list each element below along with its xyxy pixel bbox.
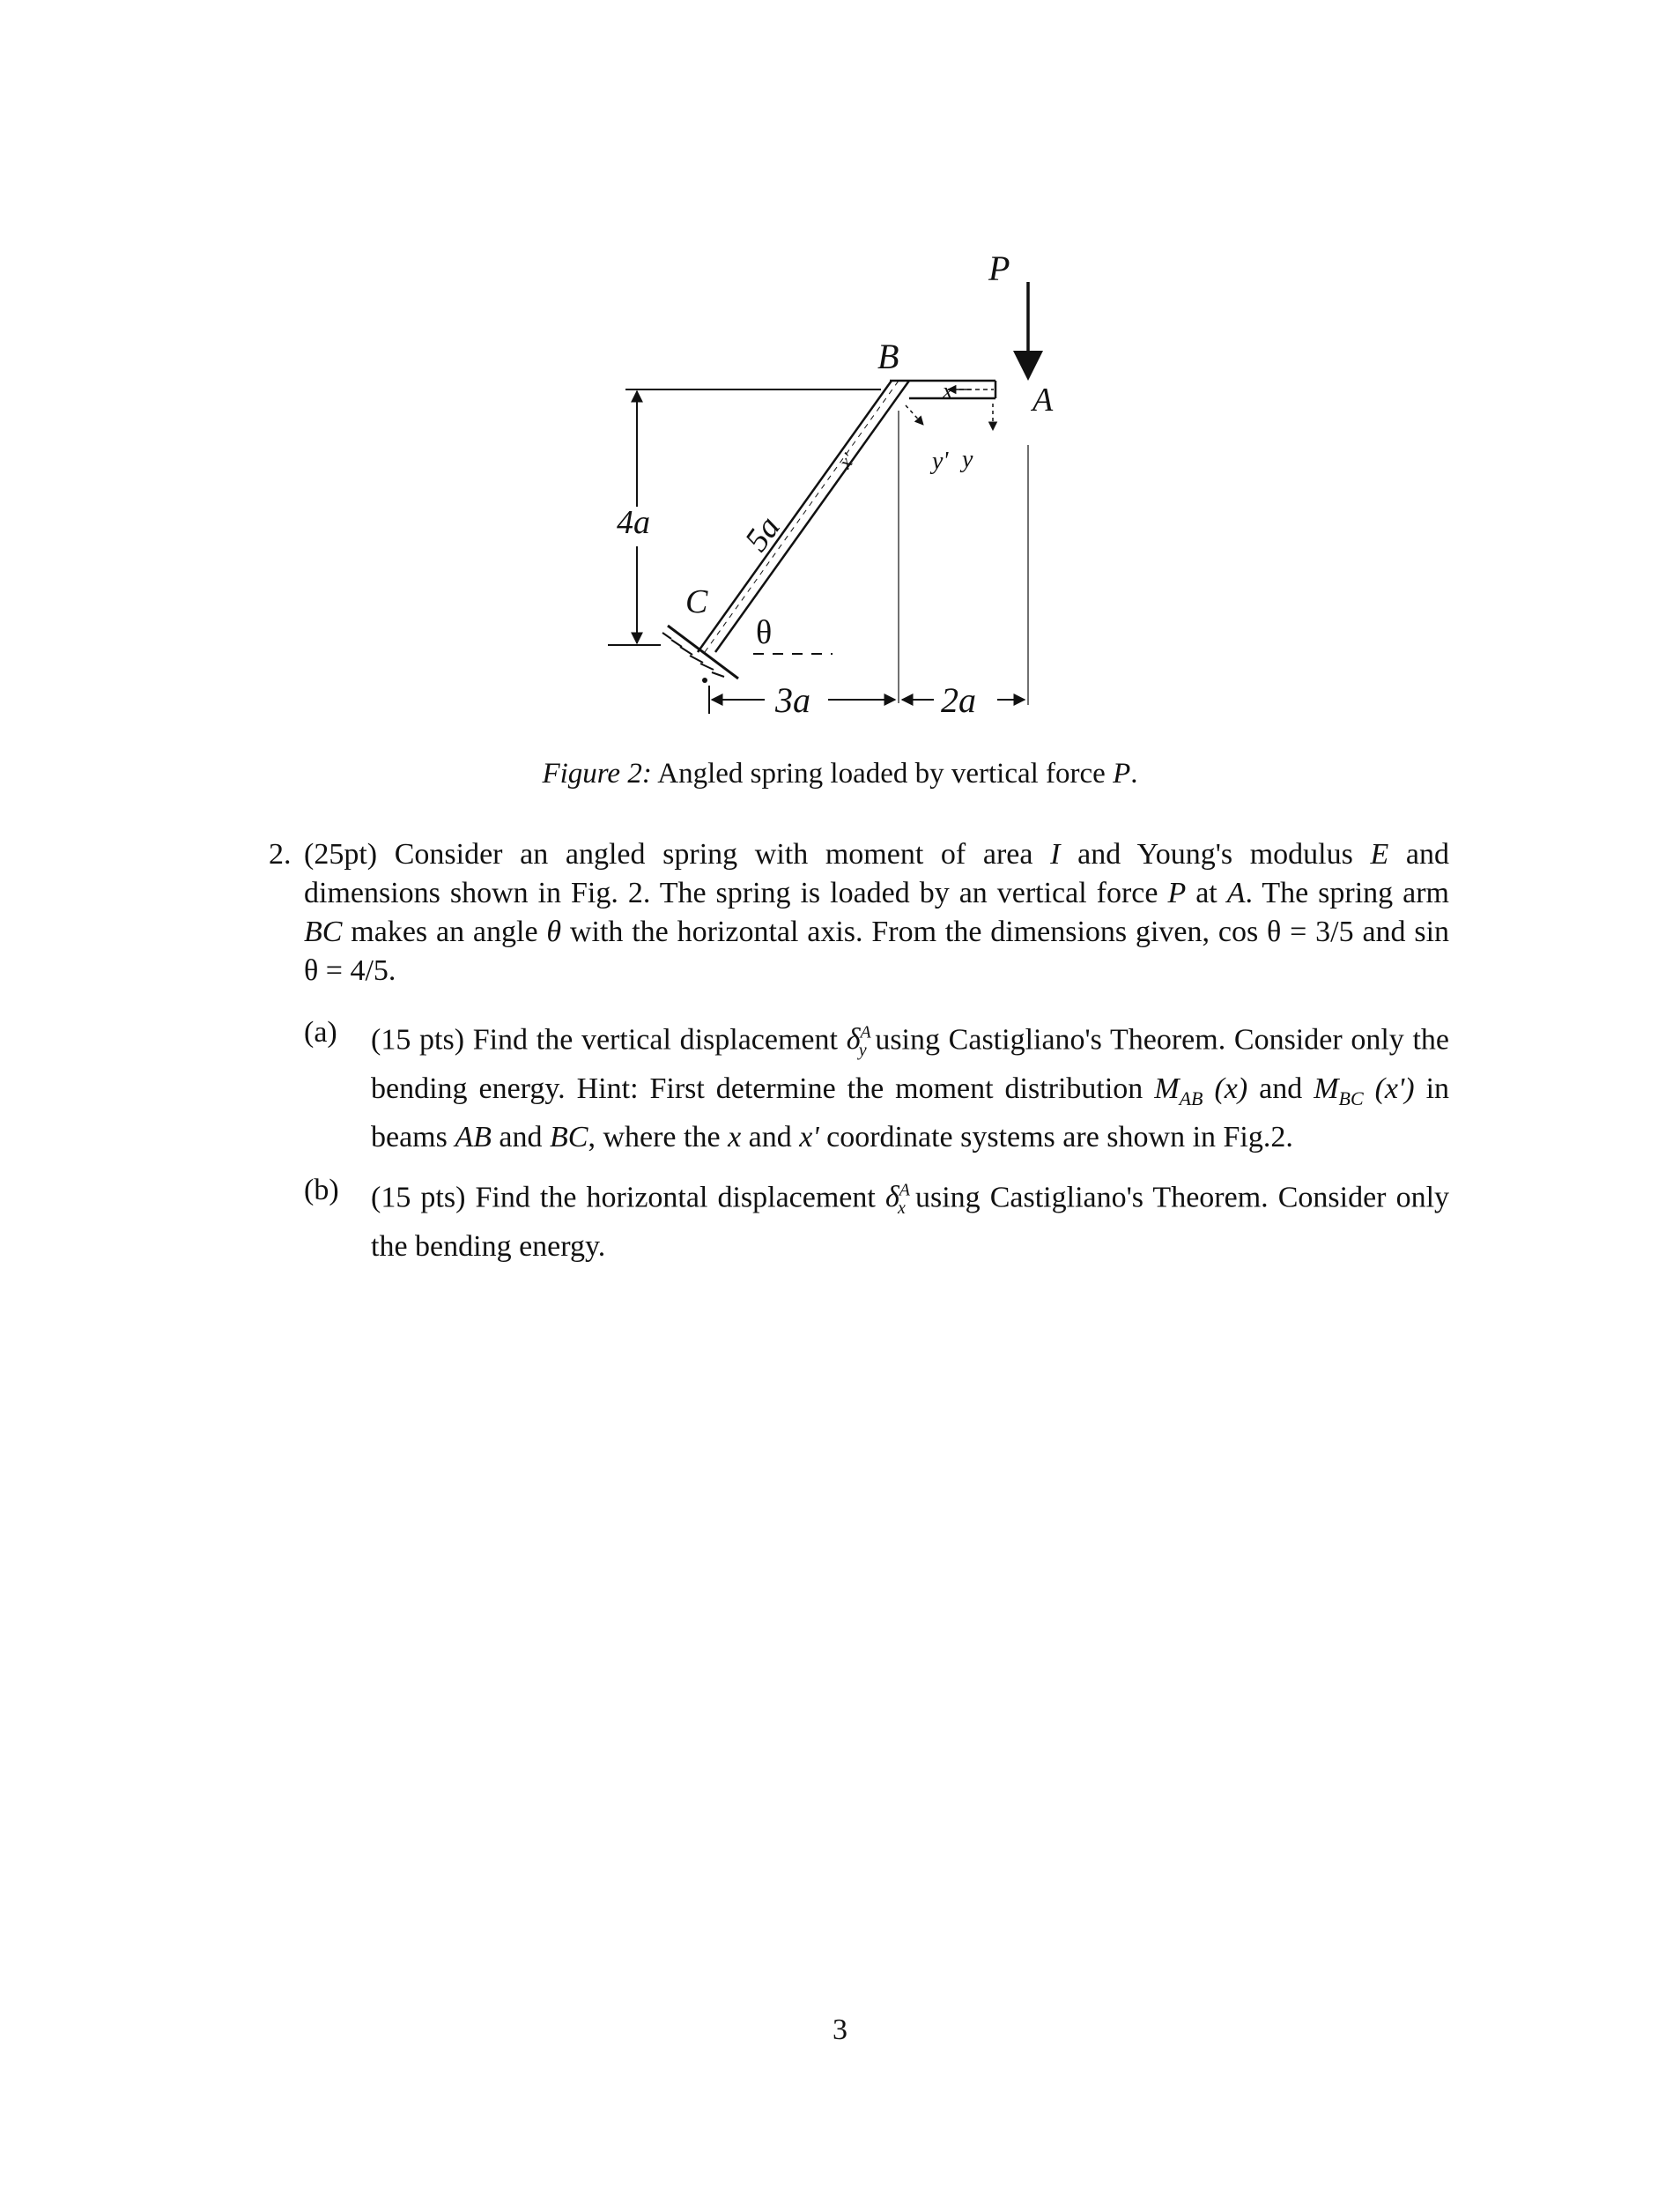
math-delta-x-a — [884, 1180, 910, 1219]
angled-spring-figure — [564, 238, 1128, 749]
label-5a: 5a — [737, 508, 788, 559]
var-bc: BC — [304, 916, 343, 948]
var-theta: θ — [546, 916, 562, 948]
caption-var-p: P — [1113, 758, 1131, 790]
part-a-text: using Castigliano's Theorem. Consider only the bending energy. Hint: First determine the moment distribution — [371, 1023, 1450, 1106]
moment-symbol: M — [1154, 1072, 1180, 1106]
delta-subscript: x — [897, 1198, 906, 1219]
moment-argument: (x) — [1214, 1072, 1248, 1106]
delta-subscript: y — [858, 1041, 867, 1061]
caption-period: . — [1130, 758, 1138, 790]
label-p: P — [988, 248, 1010, 288]
label-c: C — [685, 583, 708, 620]
part-a-text: and — [1259, 1072, 1303, 1106]
angle-theta — [753, 614, 833, 654]
label-a: A — [1032, 382, 1054, 419]
part-a-text: in beams — [371, 1072, 1450, 1153]
problem-text: and dimensions shown in Fig. 2. The spring is loaded by an vertical force — [304, 838, 1450, 909]
problem-text: at — [1195, 877, 1217, 909]
force-p-arrow — [988, 248, 1043, 381]
var-a: A — [1226, 877, 1246, 909]
var-i: I — [1050, 838, 1061, 871]
moment-argument: (x') — [1374, 1072, 1415, 1106]
y-axis — [959, 404, 993, 473]
problem-text: makes an angle — [351, 916, 538, 948]
part-b-text: (15 pts) Find the horizontal displacement — [371, 1181, 876, 1214]
beam-bc — [698, 381, 909, 652]
part-a-text: coordinate systems are shown in Fig.2. — [826, 1120, 1293, 1153]
y-prime-axis — [906, 405, 949, 475]
beam-ab — [890, 378, 995, 404]
var-e: E — [1370, 838, 1389, 871]
label-y: y — [962, 446, 973, 473]
math-sin-theta: sin θ = 4/5 — [304, 916, 1450, 987]
caption-text: Angled spring loaded by vertical force — [657, 758, 1106, 790]
dimension-4a — [608, 389, 881, 645]
math-delta-y-a — [846, 1023, 871, 1061]
part-a-text: , where the — [588, 1120, 721, 1153]
part-a-label: (a) — [304, 1016, 337, 1049]
moment-subscript: BC — [1338, 1087, 1364, 1109]
label-b: B — [877, 337, 899, 376]
delta-superscript: A — [899, 1180, 910, 1200]
moment-subscript: AB — [1179, 1087, 1203, 1109]
label-x: x — [943, 378, 953, 404]
moment-symbol: M — [1314, 1072, 1339, 1106]
problem-2 — [269, 835, 1449, 990]
page-number: 3 — [833, 2014, 847, 2046]
problem-text: . The spring arm — [1245, 877, 1450, 909]
var-bc: BC — [550, 1120, 588, 1153]
dimension-3a — [709, 680, 895, 720]
var-ab: AB — [455, 1120, 492, 1153]
problem-statement — [304, 835, 1449, 990]
label-theta: θ — [756, 614, 773, 651]
problem-text: and Young's modulus — [1077, 838, 1353, 871]
part-a-text: and — [499, 1120, 543, 1153]
var-p: P — [1167, 877, 1187, 909]
dimension-2a — [902, 680, 1025, 720]
part-b-text: using Castigliano's Theorem. Consider only the bending energy. — [371, 1181, 1450, 1264]
problem-text: (25pt) Consider an angled spring with moment of area — [304, 838, 1033, 871]
part-a — [304, 1013, 1449, 1157]
figure-caption — [0, 758, 1680, 790]
var-x-prime: x' — [799, 1120, 819, 1153]
label-4a: 4a — [617, 504, 650, 541]
label-3a: 3a — [775, 680, 810, 720]
part-a-text: and — [748, 1120, 792, 1153]
problem-text: . — [388, 954, 396, 987]
var-x: x — [728, 1120, 742, 1153]
label-2a: 2a — [941, 680, 976, 720]
delta-symbol: δ — [884, 1181, 899, 1214]
part-b — [304, 1171, 1449, 1266]
caption-label: Figure 2: — [542, 758, 652, 790]
math-m-ab — [1154, 1072, 1248, 1109]
part-b-label: (b) — [304, 1173, 339, 1206]
label-x-prime: x' — [833, 449, 860, 473]
problem-number: 2. — [269, 838, 292, 871]
label-y-prime: y' — [932, 448, 949, 475]
delta-symbol: δ — [846, 1023, 861, 1057]
problem-text: with the horizontal axis. From the dimensions given, — [569, 916, 1210, 948]
delta-superscript: A — [860, 1023, 871, 1042]
math-cos-theta: cos θ = 3/5 — [1217, 916, 1354, 948]
part-a-text: (15 pts) Find the vertical displacement — [371, 1023, 838, 1057]
math-m-bc — [1314, 1072, 1415, 1109]
problem-parts — [304, 1013, 1449, 1266]
problem-text: and — [1362, 916, 1406, 948]
